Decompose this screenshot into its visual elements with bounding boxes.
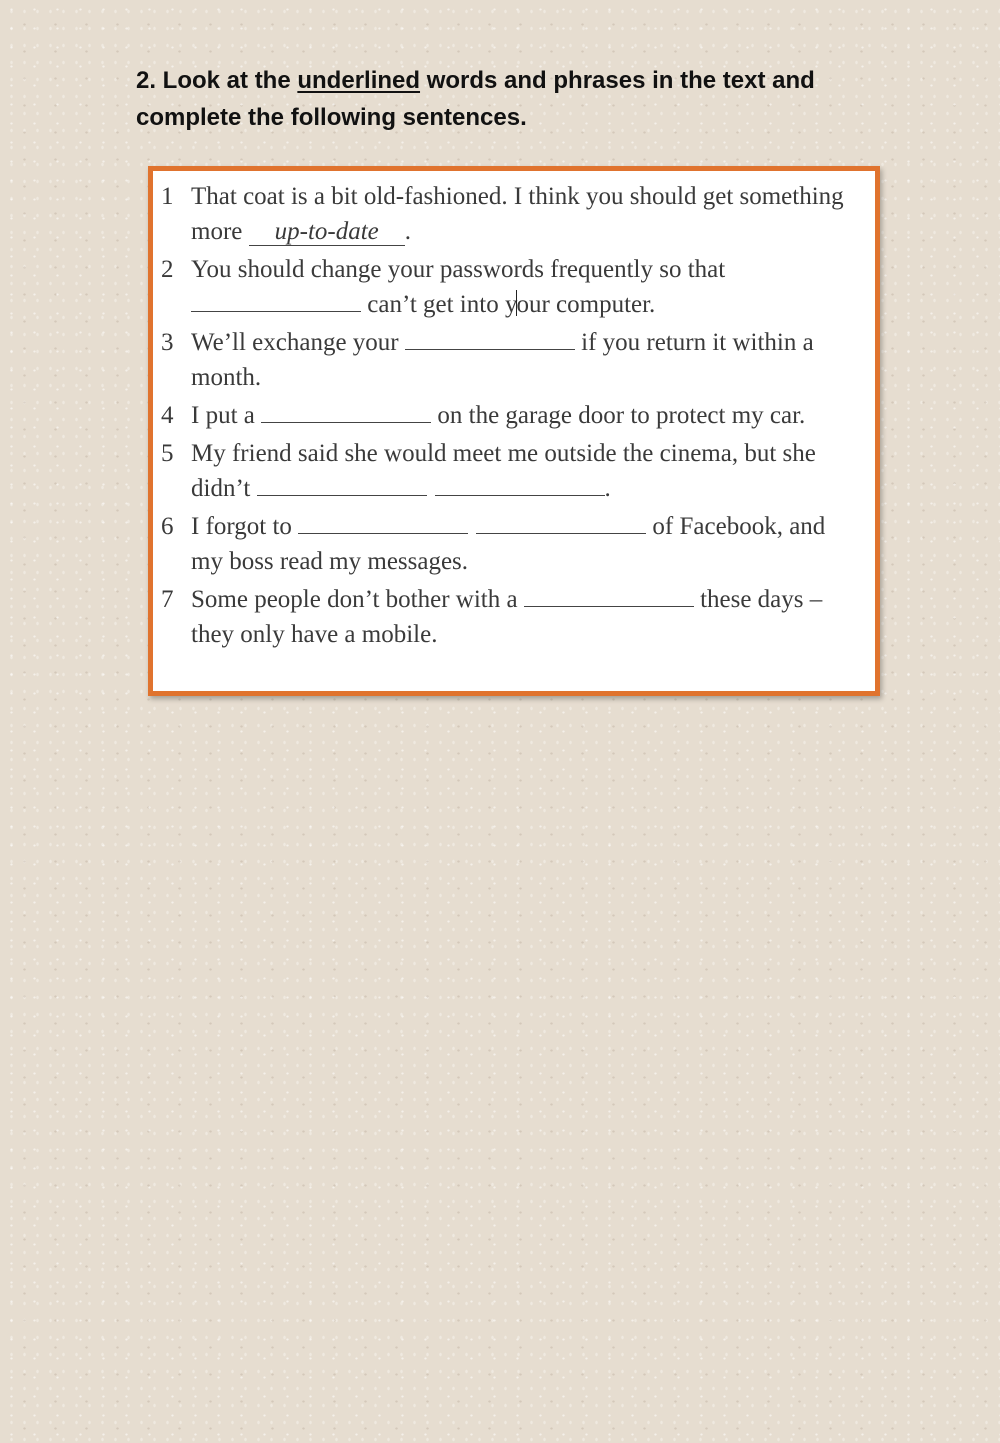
sentence-item-3 bbox=[161, 325, 867, 395]
item-text-before: We’ll exchange your bbox=[191, 329, 405, 356]
answer-blank-2[interactable] bbox=[476, 511, 646, 534]
item-text-after-cont: our computer. bbox=[516, 291, 656, 318]
item-text-after: of Facebook, and my boss read my messages. bbox=[191, 513, 826, 575]
sentence-item-2 bbox=[161, 252, 867, 322]
item-text bbox=[191, 398, 867, 433]
answer-blank[interactable] bbox=[405, 327, 575, 350]
sentence-item-6 bbox=[161, 509, 867, 579]
item-text-after: these days – they only have a mobile. bbox=[191, 586, 823, 648]
exercise-box bbox=[148, 166, 880, 696]
item-text-before: You should change your passwords frequently so that bbox=[191, 256, 726, 283]
sentence-list bbox=[161, 179, 867, 652]
item-text bbox=[191, 252, 867, 322]
instruction-suffix: words and phrases in the text and complete the following sentences. bbox=[136, 67, 815, 131]
item-text-before: I forgot to bbox=[191, 513, 299, 540]
sentence-item-5 bbox=[161, 436, 867, 506]
item-text-before: Some people don’t bother with a bbox=[191, 586, 524, 613]
item-text-after: . bbox=[604, 475, 611, 502]
item-number: 7 bbox=[161, 586, 174, 613]
item-text bbox=[191, 582, 867, 652]
instruction-underlined-word: underlined bbox=[297, 67, 421, 94]
answer-blank-1[interactable] bbox=[298, 511, 468, 534]
item-text bbox=[191, 436, 867, 506]
item-text bbox=[191, 325, 867, 395]
sentence-item-7 bbox=[161, 582, 867, 652]
item-text-after: on the garage door to protect my car. bbox=[431, 402, 806, 429]
item-number: 1 bbox=[161, 183, 174, 210]
item-text-after: if you return it within a month. bbox=[191, 329, 814, 391]
sentence-item-1 bbox=[161, 179, 867, 249]
item-text bbox=[191, 179, 867, 249]
item-number: 4 bbox=[161, 402, 174, 429]
item-text-after: . bbox=[404, 218, 412, 245]
item-text bbox=[191, 509, 867, 579]
item-number: 5 bbox=[161, 440, 174, 467]
item-text-before: That coat is a bit old-fashioned. I think you should get something more bbox=[191, 183, 844, 245]
answer-blank-1[interactable] bbox=[257, 473, 427, 496]
item-number: 6 bbox=[161, 513, 174, 540]
answer-blank[interactable] bbox=[191, 289, 361, 312]
item-number: 3 bbox=[161, 329, 174, 356]
answer-blank[interactable] bbox=[261, 400, 431, 423]
instruction-prefix: 2. Look at the bbox=[136, 67, 298, 94]
exercise-instruction bbox=[136, 62, 896, 136]
answer-blank-2[interactable] bbox=[435, 473, 605, 496]
item-number: 2 bbox=[161, 256, 174, 283]
answer-blank[interactable] bbox=[524, 584, 694, 607]
item-text-before: My friend said she would meet me outside the cinema, but she didn’t bbox=[191, 440, 816, 502]
example-answer: up-to-date bbox=[249, 219, 405, 246]
sentence-item-4 bbox=[161, 398, 867, 433]
item-text-after: can’t get into y bbox=[361, 291, 518, 318]
item-text-before: I put a bbox=[191, 402, 262, 429]
